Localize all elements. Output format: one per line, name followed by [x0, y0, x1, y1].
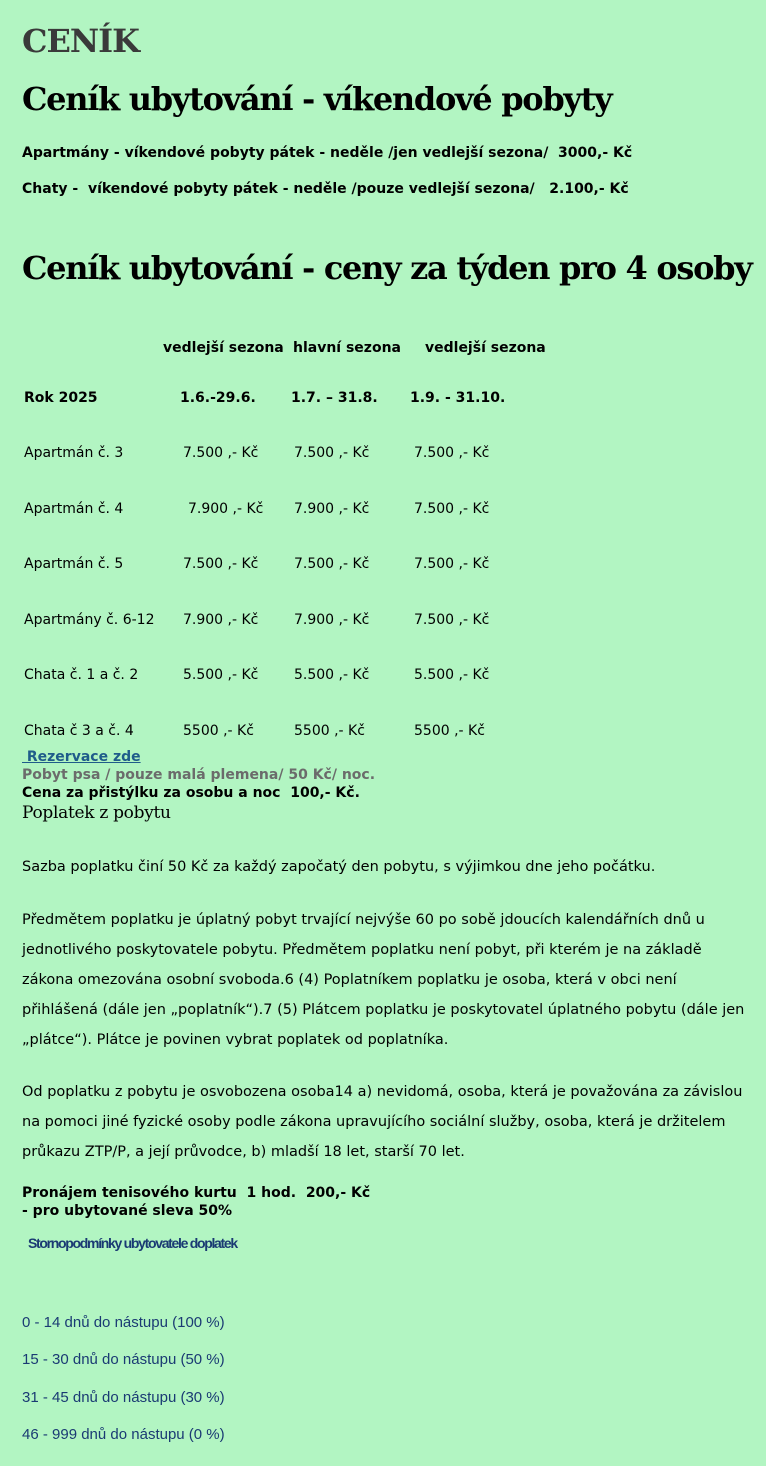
- cell-value: 7.500 ,- Kč: [414, 445, 490, 461]
- cell-value: 5.500 ,- Kč: [183, 667, 259, 683]
- cell-value: 1.9. - 31.10.: [410, 390, 506, 406]
- cell-value: 1.6.-29.6.: [180, 390, 256, 406]
- fee-paragraph: Od poplatku z pobytu je osvobozena osoba14 a) nevidomá, osoba, která je považována za závislou na pomoci jiné fyzické osoby podle zákona upravujícího sociální služby, osoba, která je držitelem průkazu ZTP/P, a její průvodce, b) mladší 18 let, starší 70 let.: [22, 1084, 743, 1160]
- cell-value: 7.500 ,- Kč: [414, 501, 490, 517]
- cell-value: 7.900 ,- Kč: [294, 612, 370, 628]
- cell-value: 7.500 ,- Kč: [414, 556, 490, 572]
- column-header-off-season-2: vedlejší sezona: [425, 340, 546, 356]
- row-label: Apartmán č. 3: [24, 445, 124, 461]
- cell-value: 1.7. – 31.8.: [291, 390, 378, 406]
- row-label: Chata č. 1 a č. 2: [24, 667, 139, 683]
- weekend-apartments-line: Apartmány - víkendové pobyty pátek - neděle /jen vedlejší sezona/ 3000,- Kč: [22, 145, 633, 161]
- page-title: CENÍK: [22, 22, 139, 60]
- row-label: Rok 2025: [24, 390, 98, 406]
- dog-note: Pobyt psa / pouze malá plemena/ 50 Kč/ noc.: [22, 767, 376, 783]
- cell-value: 5500 ,- Kč: [294, 723, 365, 739]
- storno-heading: Stornopodmínky ubytovatele doplatek: [28, 1235, 237, 1251]
- row-label: Apartmán č. 4: [24, 501, 124, 517]
- cell-value: 7.500 ,- Kč: [183, 556, 259, 572]
- cell-value: 7.500 ,- Kč: [414, 612, 490, 628]
- cell-value: 5500 ,- Kč: [183, 723, 254, 739]
- cell-value: 5.500 ,- Kč: [294, 667, 370, 683]
- cell-value: 7.500 ,- Kč: [294, 556, 370, 572]
- cell-value: 7.500 ,- Kč: [183, 445, 259, 461]
- fee-heading: Poplatek z pobytu: [22, 803, 171, 823]
- row-label: Apartmány č. 6-12: [24, 612, 155, 628]
- weekend-heading: Ceník ubytování - víkendové pobyty: [22, 80, 612, 118]
- cell-value: 5.500 ,- Kč: [414, 667, 490, 683]
- extra-bed-price: Cena za přistýlku za osobu a noc 100,- Kč.: [22, 785, 360, 801]
- list-item: 31 - 45 dnů do nástupu (30 %): [22, 1389, 225, 1406]
- cell-value: 5500 ,- Kč: [414, 723, 485, 739]
- cell-value: 7.900 ,- Kč: [188, 501, 264, 517]
- list-item: 0 - 14 dnů do nástupu (100 %): [22, 1314, 225, 1331]
- column-header-main-season: hlavní sezona: [293, 340, 401, 356]
- row-label: Chata č 3 a č. 4: [24, 723, 134, 739]
- row-label: Apartmán č. 5: [24, 556, 124, 572]
- cell-value: 7.500 ,- Kč: [294, 445, 370, 461]
- list-item: 46 - 999 dnů do nástupu (0 %): [22, 1426, 225, 1443]
- list-item: 15 - 30 dnů do nástupu (50 %): [22, 1351, 225, 1368]
- tennis-discount: - pro ubytované sleva 50%: [22, 1203, 233, 1219]
- cell-value: 7.900 ,- Kč: [183, 612, 259, 628]
- fee-paragraph: Sazba poplatku činí 50 Kč za každý započatý den pobytu, s výjimkou dne jeho počátku.: [22, 859, 656, 875]
- fee-paragraph: Předmětem poplatku je úplatný pobyt trvající nejvýše 60 po sobě jdoucích kalendářních dnů u jednotlivého poskytovatele pobytu. Předmětem poplatku není pobyt, při kterém je na základě zákona omezována osobní svoboda.6 (4) Poplatníkem poplatku je osoba, která v obci není přihlášená (dále jen „poplatník“).7 (5) Plátcem poplatku je poskytovatel úplatného pobytu (dále jen „plátce“). Plátce je povinen vybrat poplatek od poplatníka.: [22, 912, 745, 1048]
- reservation-link[interactable]: Rezervace zde: [22, 749, 141, 765]
- column-header-off-season-1: vedlejší sezona: [163, 340, 284, 356]
- tennis-price: Pronájem tenisového kurtu 1 hod. 200,- Kč: [22, 1185, 371, 1201]
- cell-value: 7.900 ,- Kč: [294, 501, 370, 517]
- weekly-heading: Ceník ubytování - ceny za týden pro 4 osoby: [22, 249, 752, 287]
- weekend-cottages-line: Chaty - víkendové pobyty pátek - neděle /pouze vedlejší sezona/ 2.100,- Kč: [22, 181, 629, 197]
